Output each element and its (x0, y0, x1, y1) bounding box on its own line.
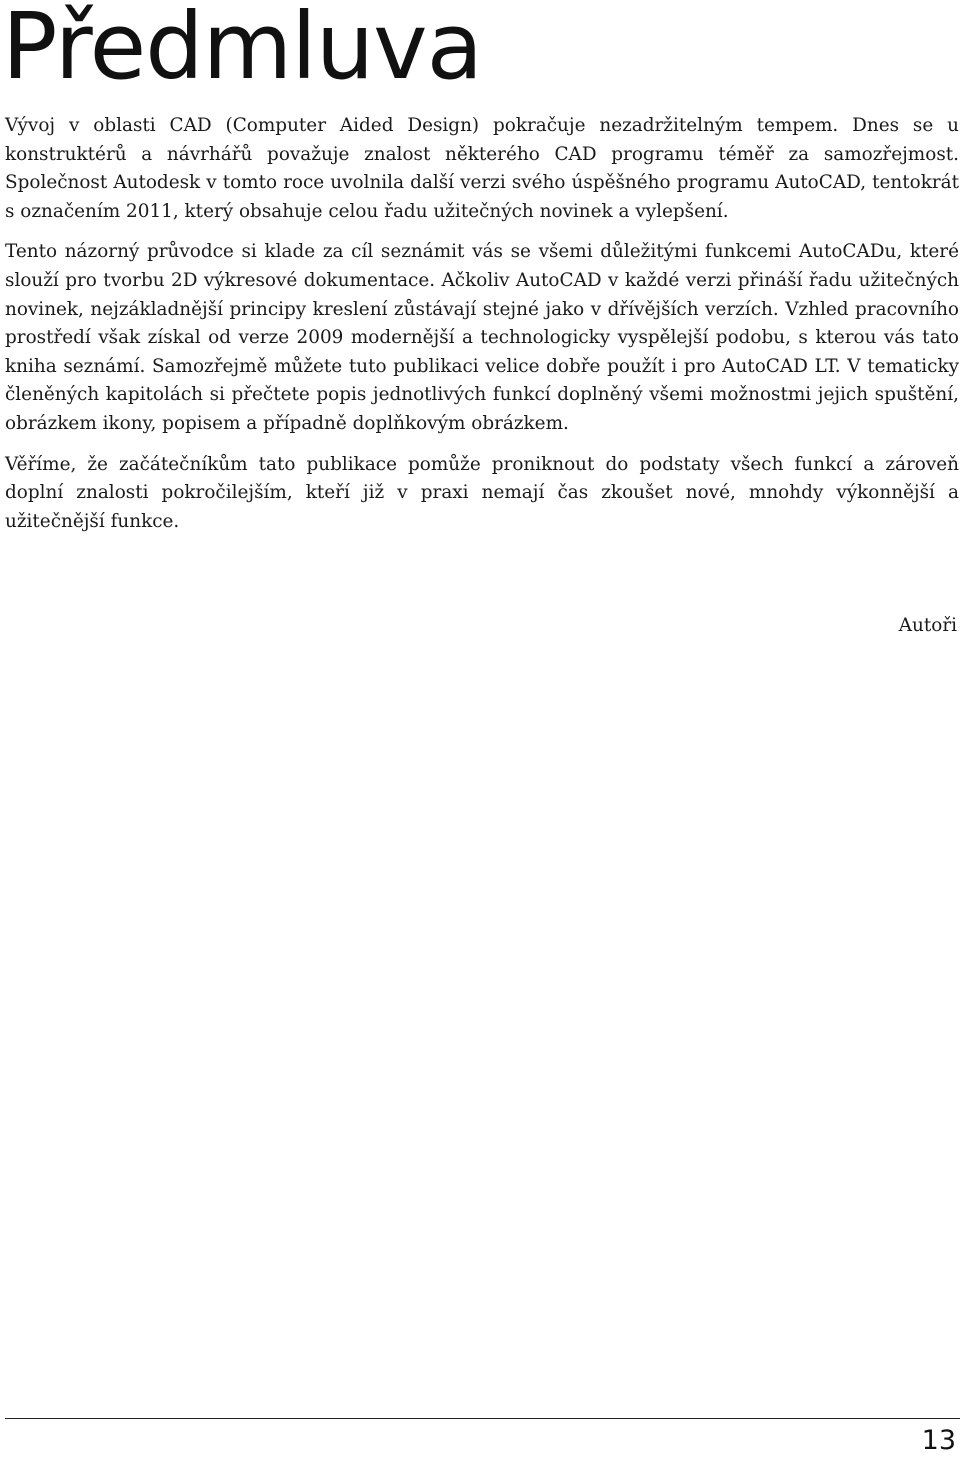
paragraph-guide: Tento názorný průvodce si klade za cíl seznámit vás se všemi důležitými funkcemi AutoCADu, které slouží pro tvorbu 2D výkresové dokumentace. Ačkoliv AutoCAD v každé verzi přináší řadu užitečných novinek, nejzákladnější principy kreslení zůstávají stejné jako v dřívějších verzích. Vzhled pracovního prostředí však získal od verze 2009 modernější a technologicky vyspělejší podobu, s kterou vás tato kniha seznámí. Samozřejmě můžete tuto publikaci velice dobře použít i pro AutoCAD LT. V tematicky členěných kapitolách si přečtete popis jednotlivých funkcí doplněný všemi možnostmi jejich spuštění, obrázkem ikony, popisem a případně doplňkovým obrázkem. (5, 241, 959, 434)
body-text (5, 112, 959, 548)
paragraph-closing: Věříme, že začátečníkům tato publikace pomůže proniknout do podstaty všech funkcí a zároveň doplní znalosti pokročilejším, kteří již v praxi nemají čas zkoušet nové, mnohdy výkonnější a užitečnější funkce. (5, 453, 959, 532)
page-number: 13 (921, 1425, 956, 1456)
signature: Autoři (898, 615, 957, 636)
paragraph-intro: Vývoj v oblasti CAD (Computer Aided Design) pokračuje nezadržitelným tempem. Dnes se u konstruktérů a návrhářů považuje znalost některého CAD programu téměř za samozřejmost. Společnost Autodesk v tomto roce uvolnila další verzi svého úspěšného programu AutoCAD, tentokrát s označením 2011, který obsahuje celou řadu užitečných novinek a vylepšení. (5, 115, 959, 222)
footer-divider (5, 1418, 960, 1419)
page-title: Předmluva (2, 0, 482, 100)
